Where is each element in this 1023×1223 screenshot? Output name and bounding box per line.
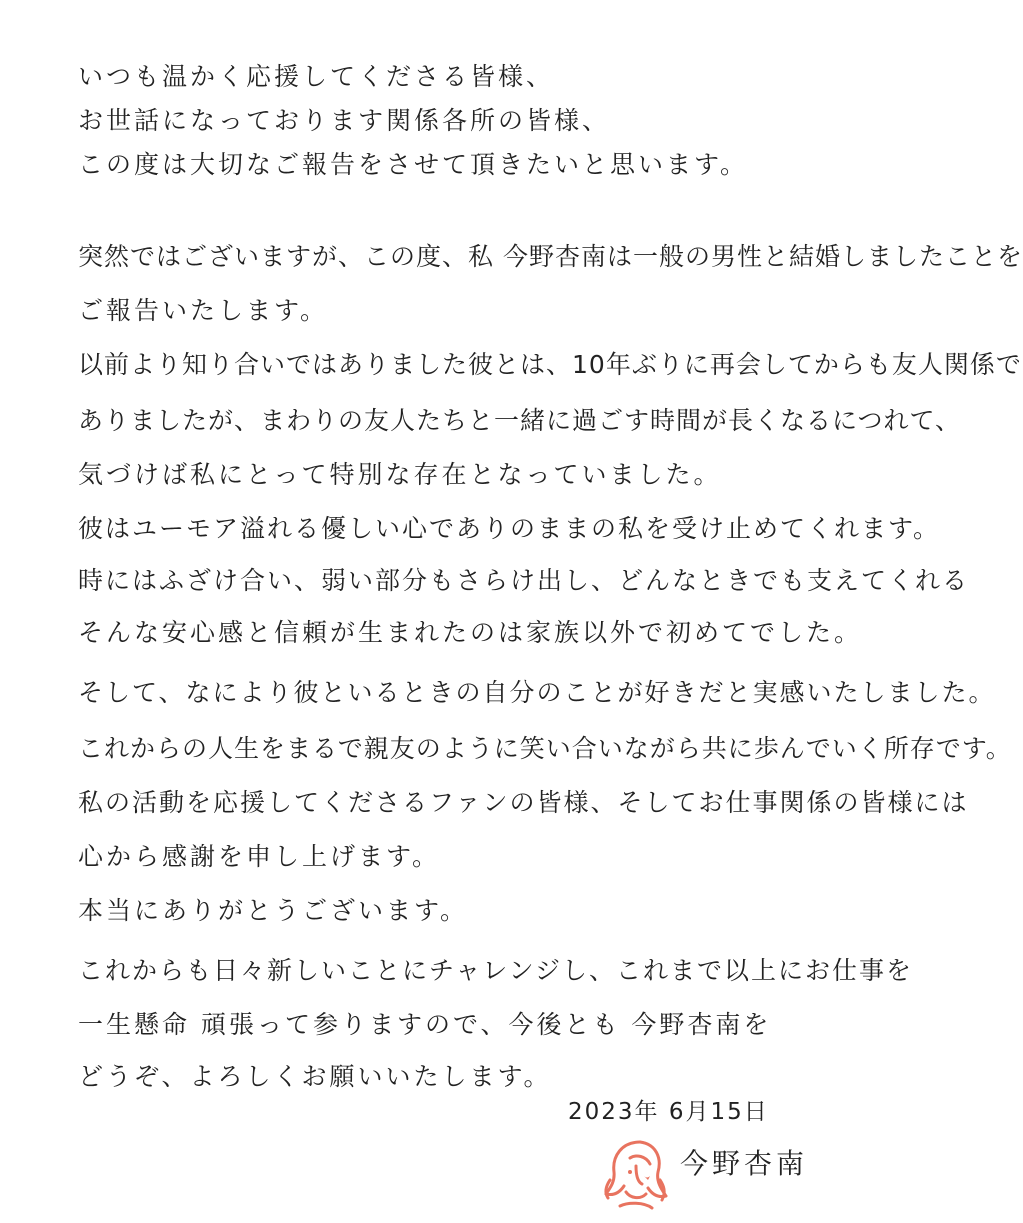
letter-line: 以前より知り合いではありました彼とは、10年ぶりに再会してからも友人関係で — [78, 350, 1022, 379]
letter-line: お世話になっております関係各所の皆様、 — [78, 106, 611, 135]
letter-line: 彼はユーモア溢れる優しい心でありのままの私を受け止めてくれます。 — [78, 514, 941, 543]
letter-line: 私の活動を応援してくださるファンの皆様、そしてお仕事関係の皆様には — [78, 788, 969, 817]
letter-line: 一生懸命 頑張って参りますので、今後とも 今野杏南を — [78, 1010, 772, 1039]
letter-line: 時にはふざけ合い、弱い部分もさらけ出し、どんなときでも支えてくれる — [78, 566, 970, 595]
letter-line: いつも温かく応援してくださる皆様、 — [78, 62, 555, 91]
letter-line: どうぞ、よろしくお願いいたします。 — [78, 1062, 552, 1091]
letter-line: この度は大切なご報告をさせて頂きたいと思います。 — [78, 150, 749, 179]
letter-line: 心から感謝を申し上げます。 — [78, 842, 441, 871]
letter-line: ありましたが、まわりの友人たちと一緒に過ごす時間が長くなるにつれて、 — [78, 406, 962, 435]
letter-line: ご報告いたします。 — [78, 296, 329, 325]
portrait-illustration-icon — [600, 1136, 670, 1212]
letter-line: 本当にありがとうございます。 — [78, 896, 469, 925]
letter-date: 2023年 6月15日 — [568, 1099, 769, 1125]
letter-line: これからの人生をまるで親友のように笑い合いながら共に歩んでいく所存です。 — [78, 734, 1012, 763]
letter-line: 気づけば私にとって特別な存在となっていました。 — [78, 460, 722, 489]
letter-line: そんな安心感と信頼が生まれたのは家族以外で初めてでした。 — [78, 618, 863, 647]
letter-line: これからも日々新しいことにチャレンジし、これまで以上にお仕事を — [78, 956, 914, 985]
letter-line: 突然ではございますが、この度、私 今野杏南は一般の男性と結婚しましたことを — [78, 242, 1023, 271]
signature-name: 今野杏南 — [680, 1147, 809, 1180]
letter-line: そして、なにより彼といるときの自分のことが好きだと実感いたしました。 — [78, 678, 996, 707]
